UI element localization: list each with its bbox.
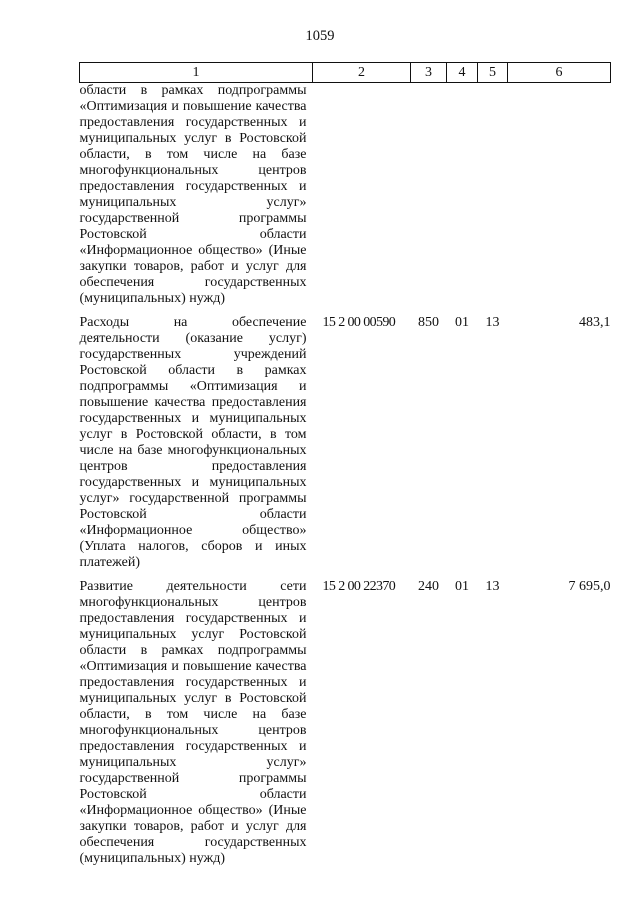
- header-row: [80, 63, 611, 83]
- row-section: [447, 83, 478, 308]
- row-target-code: 15 2 00 22370: [322, 579, 396, 594]
- row-expense-type: 240: [418, 579, 439, 594]
- header-col-2: 2: [313, 63, 411, 83]
- row-subsection: 13: [485, 579, 500, 594]
- header-col-6: 6: [508, 63, 611, 83]
- table-header: [80, 63, 611, 83]
- header-col-1: 1: [80, 63, 313, 83]
- header-col-5: 5: [478, 63, 508, 83]
- row-description: Развитие деятельности сети многофункциональных центров предоставления государственных и муниципальных услуг Ростовской области в рамках подпрограммы «Оптимизация и повышение качества предоставления государственных и муниципальных услуг в Ростовской области, в том числе на базе многофункциональных центров предоставления государственных и муниципальных услуг» государственной программы Ростовской области «Информационное общество» (Иные закупки товаров, работ и услуг для обеспечения государственных (муниципальных) нужд): [79, 579, 307, 866]
- row-subsection: [478, 83, 508, 308]
- row-description: Расходы на обеспечение деятельности (оказание услуг) государственных учреждений Ростовской области в рамках подпрограммы «Оптимизация и повышение качества предоставления государственных и муниципальных услуг в Ростовской области, в том числе на базе многофункциональных центров предоставления государственных и муниципальных услуг» государственной программы Ростовской области «Информационное общество» (Уплата налогов, сборов и иных платежей): [79, 315, 307, 570]
- row-amount: 7 695,0: [568, 579, 611, 594]
- row-target-code: 15 2 00 00590: [322, 315, 396, 330]
- row-expense-type: [411, 83, 447, 308]
- row-expense-type: 850: [418, 315, 439, 330]
- page-number: 1059: [305, 28, 335, 44]
- row-amount: 483,1: [579, 315, 611, 330]
- header-col-3: 3: [411, 63, 447, 83]
- table-body: [80, 83, 611, 868]
- row-target-code: [313, 83, 411, 308]
- row-description: области в рамках подпрограммы «Оптимизация и повышение качества предоставления государственных и муниципальных услуг в Ростовской области, в том числе на базе многофункциональных центров предоставления государственных и муниципальных услуг» государственной программы Ростовской области «Информационное общество» (Иные закупки товаров, работ и услуг для обеспечения государственных (муниципальных) нужд): [79, 83, 307, 306]
- row-section: 01: [455, 315, 469, 330]
- header-col-4: 4: [447, 63, 478, 83]
- row-amount: [508, 83, 611, 308]
- table-row: [80, 307, 611, 571]
- budget-table: [79, 62, 611, 867]
- table-row: [80, 83, 611, 308]
- row-subsection: 13: [485, 315, 500, 330]
- table-row: [80, 571, 611, 867]
- row-section: 01: [455, 579, 469, 594]
